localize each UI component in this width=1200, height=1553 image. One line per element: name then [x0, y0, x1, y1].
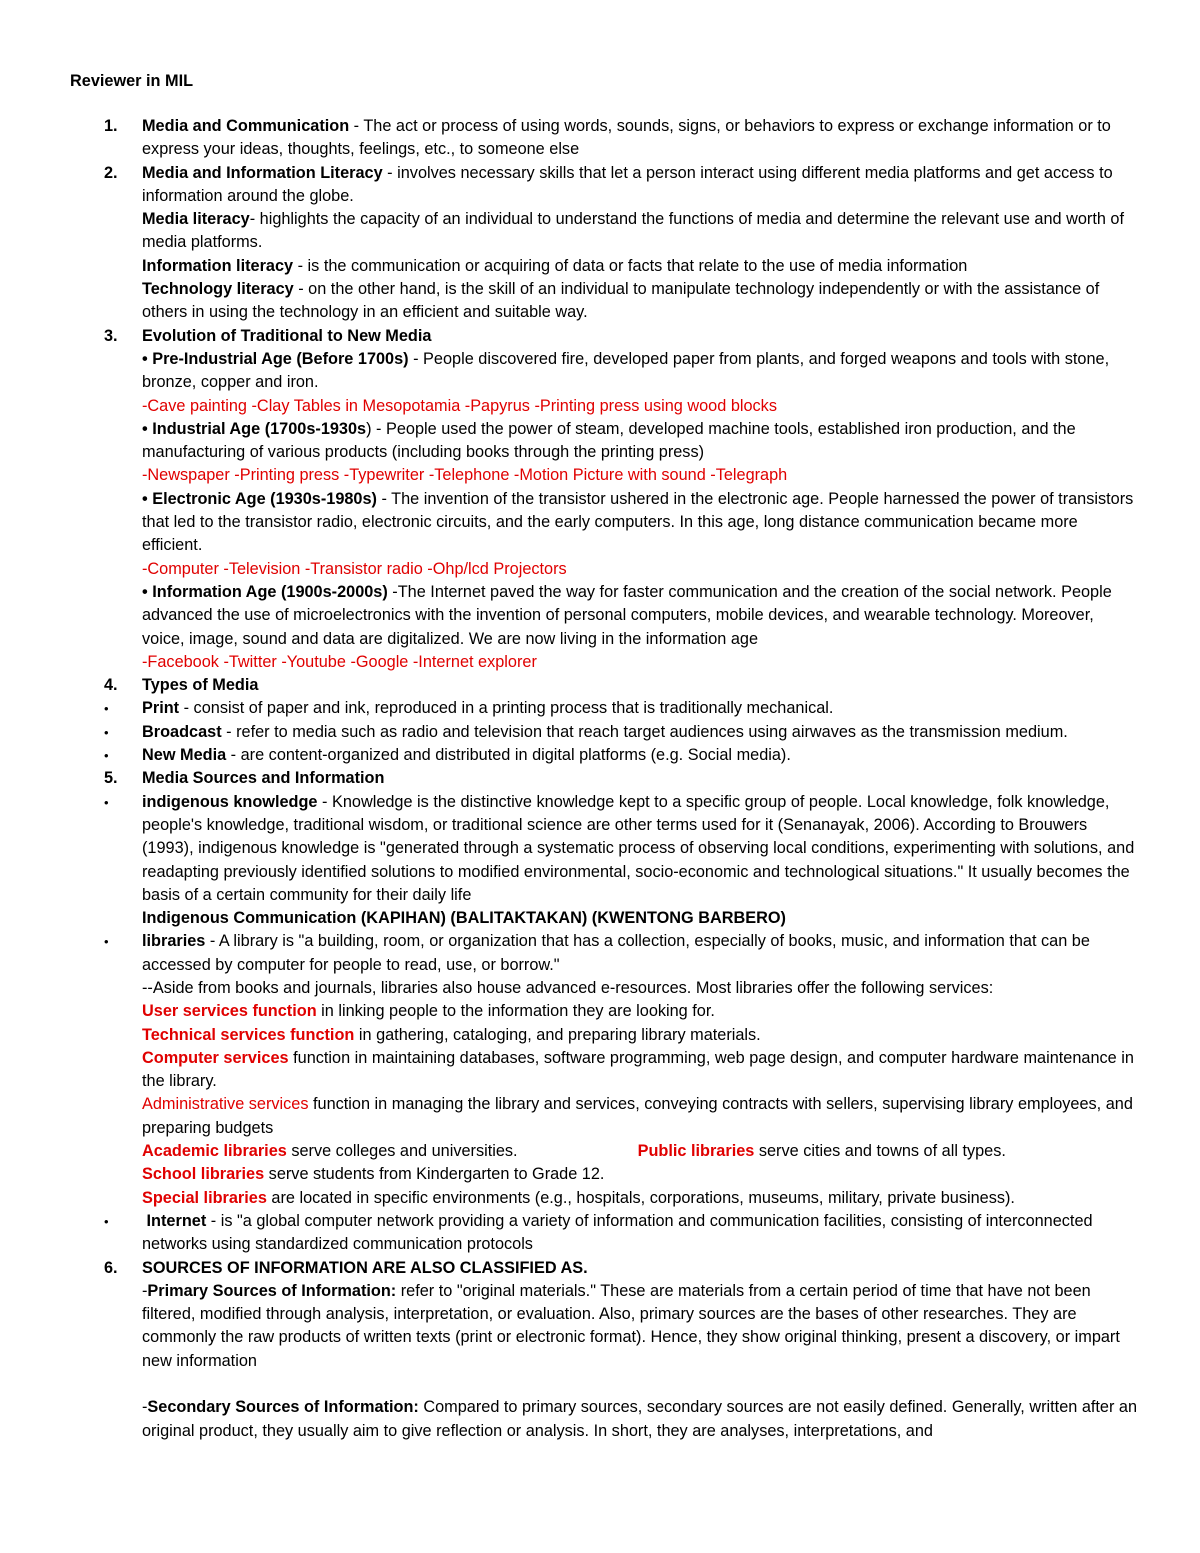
term: New Media [142, 746, 227, 765]
examples: -Newspaper -Printing press -Typewriter -Telephone -Motion Picture with sound -Telegraph [142, 466, 788, 485]
definition: - on the other hand, is the skill of an individual to manipulate technology independently or with the assistance of others in using the technology in an efficient and suitable way. [142, 280, 1100, 322]
definition: - refer to media such as radio and television that reach target audiences using airwaves as the transmission medium. [221, 722, 1068, 741]
term: Academic libraries [142, 1142, 287, 1161]
section-heading: Types of Media [142, 676, 259, 695]
term: Media literacy [142, 210, 250, 229]
definition: - The act or process of using words, sounds, signs, or behaviors to express or exchange information or to express your ideas, thoughts, feelings, etc., to someone else [142, 117, 1111, 159]
term: Print [142, 699, 180, 718]
definition: function in managing the library and services, conveying contracts with sellers, supervising library employees, and preparing budgets [142, 1095, 1133, 1137]
definition: -The Internet paved the way for faster communication and the creation of the social network. People advanced the use of microelectronics with the invention of personal computers, mobile devices, and wearable technology. Moreover, voice, image, sound and data are digitalized. We are now living in the information age [142, 582, 1112, 648]
list-number: 6. [104, 1258, 118, 1277]
bullet-icon: • [104, 934, 109, 950]
term: • Industrial Age (1700s-1930s [142, 419, 367, 438]
list-number: 2. [104, 163, 118, 182]
list-item [70, 1210, 1140, 1257]
term: Computer services [142, 1048, 289, 1067]
term: Broadcast [142, 722, 222, 741]
bullet-icon: • [104, 748, 109, 764]
term: School libraries [142, 1165, 265, 1184]
examples: -Cave painting -Clay Tables in Mesopotamia -Papyrus -Printing press using wood blocks [142, 396, 777, 415]
definition: - consist of paper and ink, reproduced in a printing process that is traditionally mechanical. [179, 699, 834, 718]
list-number: 3. [104, 326, 118, 345]
definition: function in maintaining databases, software programming, web page design, and computer hardware maintenance in the library. [142, 1048, 1134, 1091]
definition: serve students from Kindergarten to Grade 12. [264, 1165, 605, 1184]
definition: - The invention of the transistor ushered in the electronic age. People harnessed the power of transistors that led to the transistor radio, electronic circuits, and the early computers. In this age, long distance communication became more efficient. [142, 489, 1134, 555]
definition: - Knowledge is the distinctive knowledge kept to a specific group of people. Local knowledge, folk knowledge, people's knowledge, traditional wisdom, or traditional science are other terms used for it (Senanayak, 2006). According to Brouwers (1993), indigenous knowledge is "generated through a systematic process of observing local conditions, experimenting with solutions, and readapting previously identified solutions to modified environmental, socio-economic and technological situations." It usually becomes the basis of a certain community for their daily life [142, 792, 1135, 904]
definition: serve colleges and universities. [286, 1142, 518, 1161]
section-sources-classified [70, 1257, 1140, 1443]
term: Information literacy [142, 256, 294, 275]
section-heading: Media Sources and Information [142, 769, 385, 788]
library-aside: --Aside from books and journals, libraries also house advanced e-resources. Most libraries offer the following services: [142, 978, 994, 997]
term: User services function [142, 1002, 317, 1021]
definition: Compared to primary sources, secondary sources are not easily defined. Generally, written after an original product, they usually aim to give reflection or analysis. In short, they are analyses, interpretations, and [142, 1398, 1138, 1440]
term: indigenous knowledge [142, 792, 318, 811]
dash: - [142, 1398, 148, 1417]
examples: -Computer -Television -Transistor radio -Ohp/lcd Projectors [142, 559, 567, 578]
term: Media and Communication [142, 117, 350, 135]
definition: - are content-organized and distributed in digital platforms (e.g. Social media). [226, 746, 791, 765]
section-heading: SOURCES OF INFORMATION ARE ALSO CLASSIFIED AS. [142, 1258, 588, 1277]
term: Internet [146, 1211, 207, 1230]
definition: in linking people to the information they are looking for. [316, 1002, 715, 1021]
list-item [70, 791, 1140, 931]
list-item [70, 744, 1140, 767]
definition: - A library is "a building, room, or organization that has a collection, especially of books, music, and information that can be accessed by computer for people to read, use, or borrow." [142, 932, 1090, 974]
bullet-icon: • [104, 701, 109, 717]
blank-line [142, 1373, 1140, 1396]
term: Technical services function [142, 1025, 355, 1044]
list-item [70, 721, 1140, 744]
list-item [70, 697, 1140, 720]
definition: - is the communication or acquiring of data or facts that relate to the use of media information [293, 256, 968, 275]
term: Primary Sources of Information: [147, 1281, 397, 1300]
bullet-icon: • [104, 1213, 109, 1229]
definition: - involves necessary skills that let a person interact using different media platforms and get access to information around the globe. [142, 163, 1113, 205]
term: Technology literacy [142, 280, 294, 299]
term: Special libraries [142, 1188, 267, 1207]
definition: - highlights the capacity of an individual to understand the functions of media and determine the relevant use and worth of media platforms. [142, 210, 1125, 252]
term: Media and Information Literacy [142, 163, 383, 182]
definition: - is "a global computer network providing a variety of information and communication facilities, consisting of interconnected networks using standardized communication protocols [142, 1211, 1093, 1254]
term: Public libraries [637, 1142, 755, 1161]
section-media-communication [70, 115, 1140, 162]
term: • Information Age (1900s-2000s) [142, 582, 388, 601]
term: libraries [142, 932, 206, 951]
dash: - [142, 1281, 148, 1300]
definition: serve cities and towns of all types. [754, 1142, 1006, 1161]
term: • Pre-Industrial Age (Before 1700s) [142, 349, 409, 368]
list-number: 5. [104, 769, 118, 788]
indigenous-communication: Indigenous Communication (KAPIHAN) (BALITAKTAKAN) (KWENTONG BARBERO) [142, 909, 786, 928]
definition: refer to "original materials." These are materials from a certain period of time that have not been filtered, modified through analysis, interpretation, or evaluation. Also, primary sources are the bases of other researches. They are commonly the raw products of written texts (print or electronic format). Hence, they show original thinking, present a discovery, or impart new information [142, 1281, 1120, 1370]
term: • Electronic Age (1930s-1980s) [142, 489, 377, 508]
section-mil [70, 162, 1140, 325]
definition: ) - People used the power of steam, developed machine tools, established iron production, and the manufacturing of various products (including books through the printing press) [142, 419, 1076, 462]
definition: in gathering, cataloging, and preparing library materials. [354, 1025, 761, 1044]
list-item [70, 930, 1140, 1210]
list-number: 1. [104, 117, 118, 135]
term: Secondary Sources of Information: [147, 1398, 419, 1417]
section-types-of-media [70, 674, 1140, 697]
term: Administrative services [142, 1095, 309, 1114]
page-title: Reviewer in MIL [70, 72, 194, 90]
examples: -Facebook -Twitter -Youtube -Google -Internet explorer [142, 652, 537, 671]
list-number: 4. [104, 676, 118, 695]
section-evolution [70, 325, 1140, 674]
bullet-icon: • [104, 794, 109, 810]
definition: are located in specific environments (e.g., hospitals, corporations, museums, military, private business). [266, 1188, 1015, 1207]
bullet-icon: • [104, 724, 109, 740]
section-heading: Evolution of Traditional to New Media [142, 326, 432, 345]
definition: - People discovered fire, developed paper from plants, and forged weapons and tools with stone, bronze, copper and iron. [142, 349, 1110, 392]
section-media-sources [70, 767, 1140, 790]
